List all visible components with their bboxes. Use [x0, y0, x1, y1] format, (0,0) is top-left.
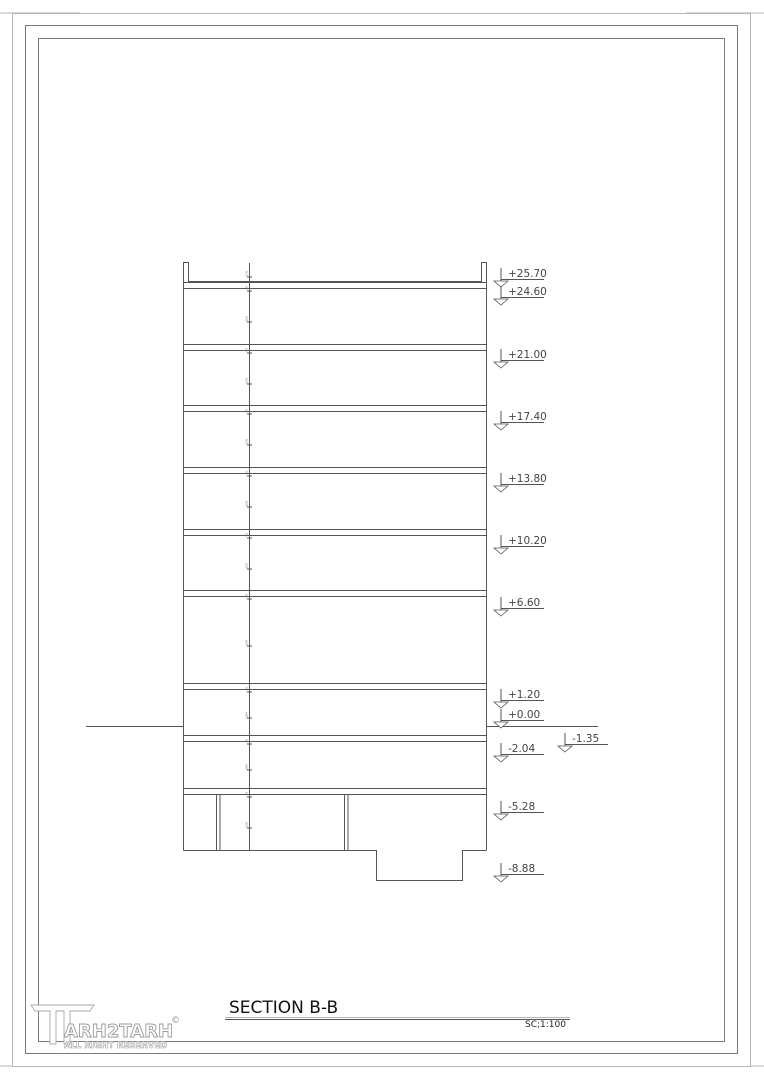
logo-brand-text: ARH2TARH — [64, 1021, 174, 1042]
roof-parapet — [184, 263, 487, 284]
level-triangle-icon — [494, 876, 508, 882]
level-marker — [494, 863, 544, 882]
level-triangle-icon — [494, 722, 508, 728]
title-block — [225, 998, 570, 1030]
level-marker — [494, 709, 544, 728]
slab-level-6 — [184, 591, 487, 597]
dimension-text: 40 — [244, 286, 249, 290]
brand-logo — [31, 1005, 180, 1051]
level-label: +0.00 — [508, 709, 541, 721]
slab-level-13 — [184, 468, 487, 474]
slab-level-minus-5 — [184, 789, 487, 795]
level-label: +17.40 — [508, 411, 547, 423]
dimension-text: 40 — [244, 594, 249, 598]
level-marker — [558, 733, 608, 752]
drawing-scale: SC;1:100 — [525, 1020, 566, 1030]
level-label: +25.70 — [508, 268, 547, 280]
dimension-text: 320 — [244, 316, 249, 322]
dimension-text: 40 — [244, 471, 249, 475]
level-label: +24.60 — [508, 286, 547, 298]
level-marker — [494, 286, 547, 305]
dimension-text: 40 — [244, 348, 249, 352]
basement-wall-1 — [217, 795, 221, 851]
basement-wall-2 — [345, 795, 349, 851]
level-label: +10.20 — [508, 535, 547, 547]
dimension-text: 284 — [244, 712, 249, 718]
level-label: -2.04 — [508, 743, 536, 755]
dimension-text: 500 — [244, 640, 249, 646]
dimension-text: 40 — [244, 792, 249, 796]
dimension-text: 320 — [244, 563, 249, 569]
dimension-text: 320 — [244, 822, 249, 828]
level-marker — [494, 689, 544, 708]
logo-copyright-mark: © — [171, 1016, 180, 1026]
level-label: +6.60 — [508, 597, 541, 609]
level-label: +13.80 — [508, 473, 547, 485]
level-triangle-icon — [494, 756, 508, 762]
level-triangle-icon — [558, 746, 572, 752]
slab-level-21 — [184, 345, 487, 351]
level-marker — [494, 473, 547, 492]
level-triangle-icon — [494, 299, 508, 305]
basement-floor-and-pit — [184, 851, 487, 881]
level-label: -1.35 — [572, 733, 600, 745]
level-marker — [494, 801, 544, 820]
level-marker — [494, 743, 544, 762]
outer-border — [13, 14, 751, 1067]
level-triangle-icon — [494, 548, 508, 554]
slab-level-1 — [184, 684, 487, 690]
dimension-text: 40 — [244, 533, 249, 537]
logo-subtitle: ALL RIGHT RESERVED — [64, 1041, 168, 1051]
level-marker — [494, 268, 547, 287]
dimension-text: 320 — [244, 378, 249, 384]
slab-level-minus-2 — [184, 736, 487, 742]
level-marker — [494, 349, 547, 368]
level-markers — [494, 268, 608, 882]
slab-level-17 — [184, 406, 487, 412]
dimension-texts — [245, 271, 253, 828]
level-triangle-icon — [494, 702, 508, 708]
dimension-text: 40 — [244, 739, 249, 743]
level-triangle-icon — [494, 486, 508, 492]
dimension-text: 40 — [244, 409, 249, 413]
dimension-text: 320 — [244, 439, 249, 445]
level-label: -8.88 — [508, 863, 536, 875]
dimension-text: 284 — [244, 764, 249, 770]
middle-border — [26, 26, 738, 1054]
level-marker — [494, 535, 547, 554]
sheet-borders — [0, 13, 764, 1067]
level-triangle-icon — [494, 424, 508, 430]
slab-roof — [184, 283, 487, 289]
dimension-text: 110 — [244, 271, 249, 277]
level-marker — [494, 597, 544, 616]
slab-level-10 — [184, 530, 487, 536]
inner-border — [39, 39, 725, 1042]
dimension-text: 320 — [244, 501, 249, 507]
dimension-text: 40 — [244, 687, 249, 691]
level-label: -5.28 — [508, 801, 536, 813]
level-triangle-icon — [494, 814, 508, 820]
level-marker — [494, 411, 547, 430]
level-label: +21.00 — [508, 349, 547, 361]
floor-slabs — [184, 283, 487, 795]
level-label: +1.20 — [508, 689, 541, 701]
level-triangle-icon — [494, 610, 508, 616]
drawing-title: SECTION B-B — [229, 998, 339, 1018]
level-triangle-icon — [494, 362, 508, 368]
